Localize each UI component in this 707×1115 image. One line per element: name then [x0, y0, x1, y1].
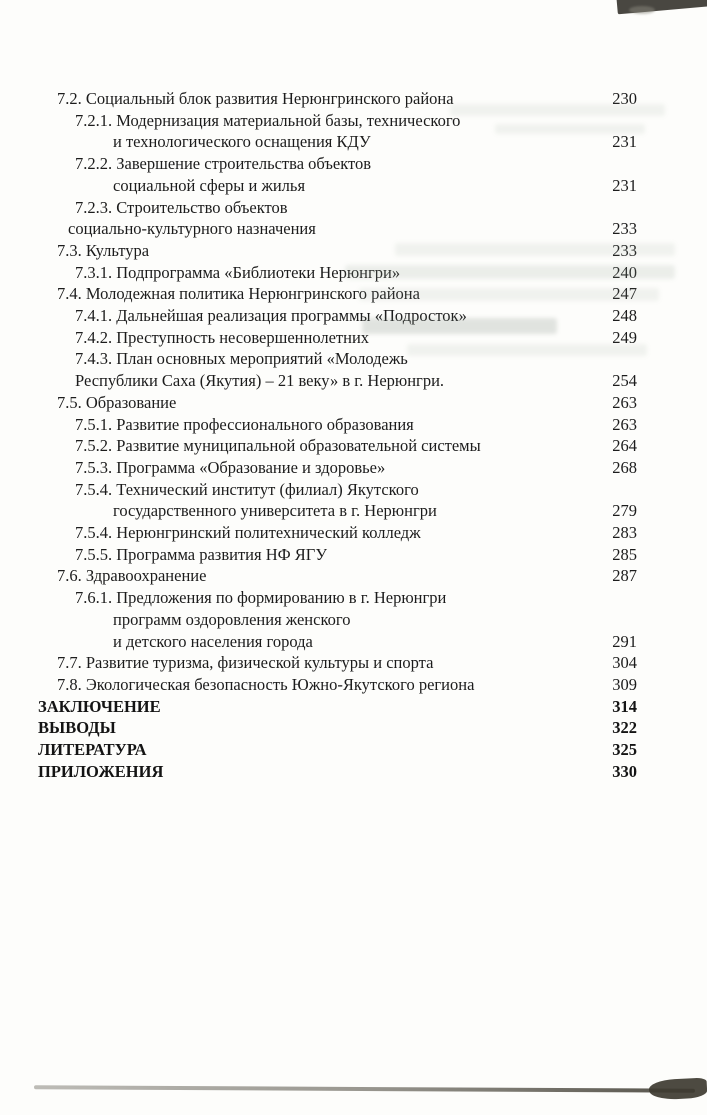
toc-line — [38, 327, 637, 349]
toc-page-number: 325 — [612, 740, 637, 760]
toc-page-number: 283 — [612, 523, 637, 543]
toc-line — [38, 392, 637, 414]
toc-page-number: 263 — [612, 414, 637, 434]
toc-entry-text: программ оздоровления женского — [113, 609, 351, 629]
toc-line — [38, 761, 637, 783]
toc-entry-text: Республики Саха (Якутия) – 21 веку» в г. Нерюнгри. — [75, 371, 445, 391]
toc-page-number: 233 — [612, 240, 637, 260]
toc-line — [38, 457, 637, 479]
toc-entry-text: 7.2. Социальный блок развития Нерюнгринского района — [57, 89, 454, 108]
toc-line — [38, 435, 637, 457]
toc-page-number: 263 — [612, 392, 637, 412]
scan-smudge-top-right — [629, 6, 655, 14]
toc-entry-text: 7.5. Образование — [57, 392, 177, 412]
toc-entry-text: ЛИТЕРАТУРА — [38, 740, 147, 760]
toc-entry-text: 7.5.5. Программа развития НФ ЯГУ — [75, 544, 327, 564]
toc-entry-text: 7.5.2. Развитие муниципальной образовательной системы — [75, 436, 481, 456]
toc-page-number: 309 — [612, 674, 637, 694]
scan-edge-top-right — [616, 0, 707, 14]
toc-page-number: 322 — [612, 718, 637, 738]
toc-line — [38, 262, 637, 284]
toc-line — [38, 500, 637, 522]
table-of-contents — [38, 88, 637, 783]
toc-line — [38, 240, 637, 262]
toc-line — [38, 370, 637, 392]
toc-page-number: 230 — [612, 89, 637, 108]
toc-line — [38, 218, 637, 240]
toc-page-number: 247 — [612, 284, 637, 304]
toc-entry-text: 7.7. Развитие туризма, физической культуры и спорта — [57, 653, 434, 673]
toc-entry-text: 7.4.2. Преступность несовершеннолетних — [75, 327, 370, 347]
toc-page-number: 330 — [612, 761, 637, 781]
toc-line — [38, 153, 637, 175]
scan-edge-bottom-right — [649, 1077, 707, 1100]
toc-line — [38, 587, 637, 609]
toc-line — [38, 348, 637, 370]
toc-line — [38, 631, 637, 653]
toc-entry-text: социальной сферы и жилья — [113, 175, 306, 195]
toc-page-number: 264 — [612, 436, 637, 456]
toc-page-number: 248 — [612, 306, 637, 326]
scan-edge-bottom — [34, 1085, 695, 1092]
toc-page-number: 285 — [612, 544, 637, 564]
toc-line — [38, 609, 637, 631]
toc-entry-text: ВЫВОДЫ — [38, 718, 116, 738]
toc-line — [38, 110, 637, 132]
toc-page-number: 240 — [612, 262, 637, 282]
toc-page-number: 254 — [612, 371, 637, 391]
toc-entry-text: 7.3.1. Подпрограмма «Библиотеки Нерюнгри» — [75, 262, 401, 282]
toc-line — [38, 544, 637, 566]
toc-entry-text: ЗАКЛЮЧЕНИЕ — [38, 696, 161, 716]
toc-line — [38, 739, 637, 761]
toc-line — [38, 674, 637, 696]
toc-page-number: 233 — [612, 219, 637, 239]
toc-line — [38, 717, 637, 739]
toc-page-number: 249 — [612, 327, 637, 347]
toc-page-number: 291 — [612, 631, 637, 651]
toc-page-number: 268 — [612, 457, 637, 477]
toc-line — [38, 565, 637, 587]
toc-entry-text: 7.8. Экологическая безопасность Южно-Якутского региона — [57, 674, 475, 694]
toc-line — [38, 131, 637, 153]
toc-line — [38, 652, 637, 674]
toc-entry-text: 7.4. Молодежная политика Нерюнгринского района — [57, 284, 420, 304]
toc-entry-text: 7.4.1. Дальнейшая реализация программы «Подросток» — [75, 306, 467, 326]
toc-page-number: 287 — [612, 566, 637, 586]
toc-entry-text: ПРИЛОЖЕНИЯ — [38, 761, 164, 781]
toc-entry-text: и детского населения города — [113, 631, 313, 651]
toc-entry-text: 7.2.3. Строительство объектов — [75, 197, 288, 217]
toc-line — [38, 414, 637, 436]
toc-entry-text: 7.6. Здравоохранение — [57, 566, 207, 586]
toc-entry-text: 7.2.2. Завершение строительства объектов — [75, 154, 372, 174]
toc-line — [38, 479, 637, 501]
toc-entry-text: 7.6.1. Предложения по формированию в г. Нерюнгри — [75, 588, 447, 608]
toc-entry-text: и технологического оснащения КДУ — [113, 132, 371, 152]
toc-entry-text: социально-культурного назначения — [68, 219, 316, 239]
toc-entry-text: 7.5.4. Нерюнгринский политехнический колледж — [75, 523, 421, 543]
toc-line — [38, 522, 637, 544]
toc-page-number: 314 — [612, 696, 637, 716]
toc-line — [38, 305, 637, 327]
toc-page-number: 279 — [612, 501, 637, 521]
toc-entry-text: 7.5.3. Программа «Образование и здоровье» — [75, 457, 386, 477]
toc-line — [38, 175, 637, 197]
toc-entry-text: 7.3. Культура — [57, 240, 150, 260]
toc-line — [38, 197, 637, 219]
toc-line — [38, 696, 637, 718]
toc-entry-text: 7.4.3. План основных мероприятий «Молодежь — [75, 349, 408, 369]
toc-line — [38, 283, 637, 305]
toc-page-number: 231 — [612, 132, 637, 152]
toc-entry-text: государственного университета в г. Нерюнгри — [113, 501, 437, 521]
toc-page-number: 231 — [612, 175, 637, 195]
toc-line — [38, 88, 637, 110]
toc-entry-text: 7.5.1. Развитие профессионального образования — [75, 414, 414, 434]
toc-page-number: 304 — [612, 653, 637, 673]
toc-entry-text: 7.2.1. Модернизация материальной базы, технического — [75, 110, 461, 130]
toc-entry-text: 7.5.4. Технический институт (филиал) Якутского — [75, 479, 419, 499]
